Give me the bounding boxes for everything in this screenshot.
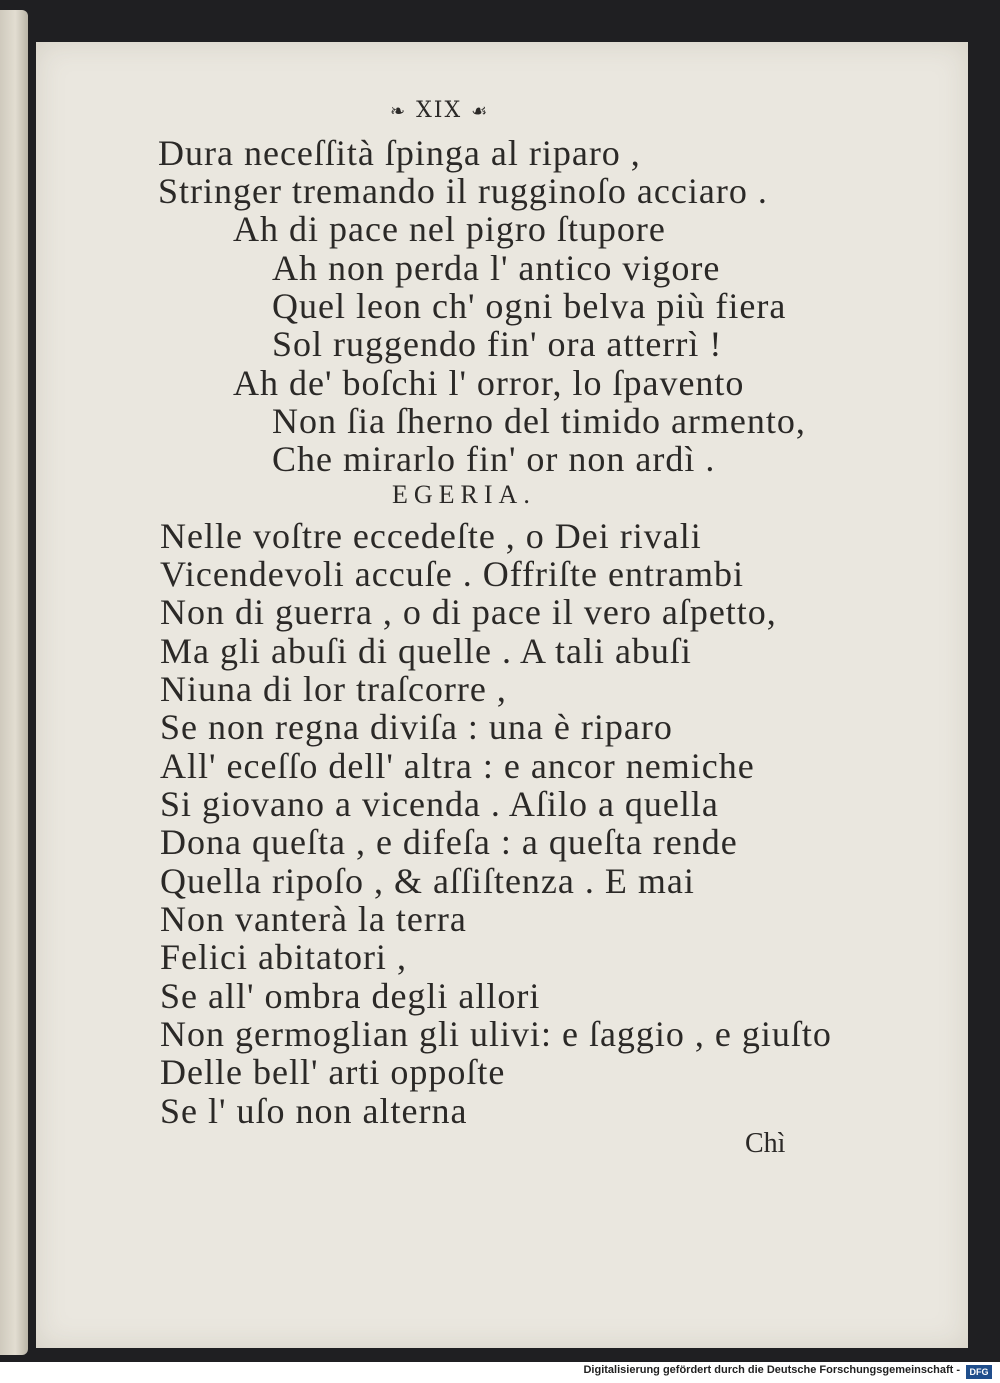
speech-line: Se non regna diviſa : una è riparo <box>160 707 673 747</box>
catchword: Chì <box>745 1128 786 1159</box>
verse-line: Stringer tremando il rugginoſo acciaro . <box>158 171 768 211</box>
page-number: XIX <box>416 98 463 123</box>
speech-line: Non vanterà la terra <box>160 899 467 939</box>
speech-line: Non germoglian gli ulivi: e ſaggio , e giuſto <box>160 1014 832 1054</box>
speech-line: Delle bell' arti oppoſte <box>160 1052 506 1092</box>
left-ornament-icon: ❧ <box>390 101 408 122</box>
verse-line: Quel leon ch' ogni belva più fiera <box>272 286 787 326</box>
speech-line: Si giovano a vicenda . Aſilo a quella <box>160 784 719 824</box>
speech-line: Dona queſta , e difeſa : a queſta rende <box>160 822 738 862</box>
footer-credit: Digitalisierung gefördert durch die Deutsche Forschungsgemeinschaft - <box>583 1364 960 1376</box>
speech-line: Felici abitatori , <box>160 937 407 977</box>
verse-line: Dura neceſſità ſpinga al riparo , <box>158 133 641 173</box>
verse-line: Che mirarlo fin' or non ardì . <box>272 439 716 479</box>
speaker-name: EGERIA. <box>392 480 536 509</box>
right-ornament-icon: ☙ <box>471 101 490 122</box>
verse-line: Sol ruggendo fin' ora atterrì ! <box>272 324 723 364</box>
verse-line: Ah de' boſchi l' orror, lo ſpavento <box>233 363 745 403</box>
verse-line: Ah non perda l' antico vigore <box>272 248 721 288</box>
speech-line: Niuna di lor traſcorre , <box>160 669 507 709</box>
speech-line: Quella ripoſo , & aſſiſtenza . E mai <box>160 861 695 901</box>
speech-line: Non di guerra , o di pace il vero aſpetto, <box>160 592 777 632</box>
speech-line: Ma gli abuſi di quelle . A tali abuſi <box>160 631 692 671</box>
adjacent-page-edge <box>0 10 28 1355</box>
speech-line: Vicendevoli accuſe . Offriſte entrambi <box>160 554 744 594</box>
page-header <box>390 98 489 123</box>
speech-line: All' eceſſo dell' altra : e ancor nemiche <box>160 746 755 786</box>
footer-bar <box>0 1362 1000 1383</box>
speech-line: Se l' uſo non alterna <box>160 1091 468 1131</box>
verse-line: Non ſia ſherno del timido armento, <box>272 401 806 441</box>
speech-line: Se all' ombra degli allori <box>160 976 541 1016</box>
speech-line: Nelle voſtre eccedeſte , o Dei rivali <box>160 516 702 556</box>
verse-line: Ah di pace nel pigro ſtupore <box>233 209 666 249</box>
dfg-logo-icon: DFG <box>966 1365 992 1379</box>
